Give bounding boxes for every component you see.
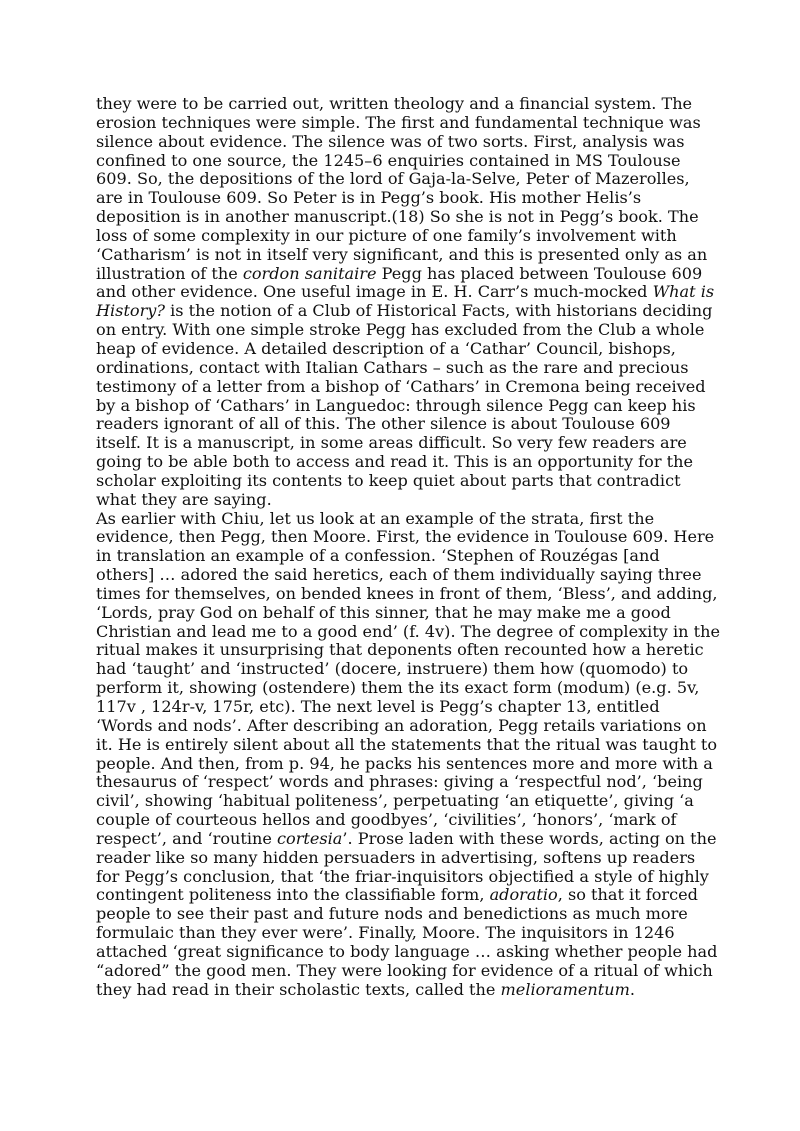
paragraph-1-text-1: they were to be carried out, written theology and a financial system. The erosion techniques were simple. The first and fundamental technique was silence about evidence. The silence was of two sorts. First, analysis was confined to one source, the 1245–6 enquiries contained in MS Toulouse 609. So, the depositions of the lord of Gaja-la-Selve, Peter of Mazerolles, are in Toulouse 609. So Peter is in Pegg’s book. His mother Helis’s deposition is in another manuscript.(18) So she is not in Pegg’s book. The loss of some complexity in our picture of one family’s involvement with ‘Catharism’ is not in itself very significant, and this is presented only as an illustration of the — [96, 94, 708, 283]
document-page — [96, 95, 720, 1000]
paragraph-2-italic-cortesia: cortesia — [277, 828, 343, 848]
body-paragraph-2 — [96, 510, 720, 1000]
paragraph-2-italic-adoratio: adoratio — [489, 885, 558, 905]
paragraph-2-text-1: As earlier with Chiu, let us look at an example of the strata, first the evidence, then Pegg, then Moore. First, the evidence in Toulouse 609. Here in translation an example of a confession. ‘Stephen of Rouzégas [and others] … adored the said heretics, each of them individually saying three times for themselves, on bended knees in front of them, ‘Bless’, and adding, ‘Lords, pray God on behalf of this sinner, that he may make me a good Christian and lead me to a good end’ (f. 4v). The degree of complexity in the ritual makes it unsurprising that deponents often recounted how a heretic had ‘taught’ and ‘instructed’ (docere, instruere) them how (quomodo) to perform it, showing (ostendere) them the its exact form (modum) (e.g. 5v, 117v , 124r-v, 175r, etc). The next level is Pegg’s chapter 13, entitled ‘Words and nods’. After describing an adoration, Pegg retails variations on it. He is entirely silent about all the statements that the ritual was taught to people. And then, from p. 94, he packs his sentences more and more with a thesaurus of ‘respect’ words and phrases: giving a ‘respectful nod’, ‘being civil’, showing ‘habitual politeness’, perpetuating ‘an etiquette’, giving ‘a couple of courteous hellos and goodbyes’, ‘civilities’, ‘honors’, ‘mark of respect’, and ‘routine — [96, 508, 720, 848]
paragraph-2-text-3: , so that it forced people to see their past and future nods and benedictions as much more formulaic than they ever were’. Finally, Moore. The inquisitors in 1246 attached ‘great significance to body language … asking whether people had “adored” the good men. They were looking for evidence of a ritual of which they had read in their scholastic texts, called the — [96, 885, 718, 999]
paragraph-2-text-4: . — [629, 979, 635, 999]
body-paragraph-1 — [96, 95, 720, 510]
paragraph-1-text-2: Pegg has placed between Toulouse 609 and other evidence. One useful image in E. H. Carr’s much-mocked — [96, 263, 703, 302]
paragraph-1-text-3: is the notion of a Club of Historical Facts, with historians deciding on entry. With one simple stroke Pegg has excluded from the Club a whole heap of evidence. A detailed description of a ‘Cathar’ Council, bishops, ordinations, contact with Italian Cathars – such as the rare and precious testimony of a letter from a bishop of ‘Cathars’ in Cremona being received by a bishop of ‘Cathars’ in Languedoc: through silence Pegg can keep his readers ignorant of all of this. The other silence is about Toulouse 609 itself. It is a manuscript, in some areas difficult. So very few readers are going to be able both to access and read it. This is an opportunity for the scholar exploiting its contents to keep quiet about parts that contradict what they are saying. — [96, 301, 713, 509]
paragraph-2-text-2: ’. Prose laden with these words, acting on the reader like so many hidden persuaders in advertising, softens up readers for Pegg’s conclusion, that ‘the friar-inquisitors objectified a style of highly contingent politeness into the classifiable form, — [96, 828, 717, 905]
paragraph-2-italic-melioramentum: melioramentum — [500, 979, 630, 999]
paragraph-1-italic-book-title: What is History? — [96, 282, 715, 321]
paragraph-1-italic-cordon-sanitaire: cordon sanitaire — [242, 263, 377, 283]
